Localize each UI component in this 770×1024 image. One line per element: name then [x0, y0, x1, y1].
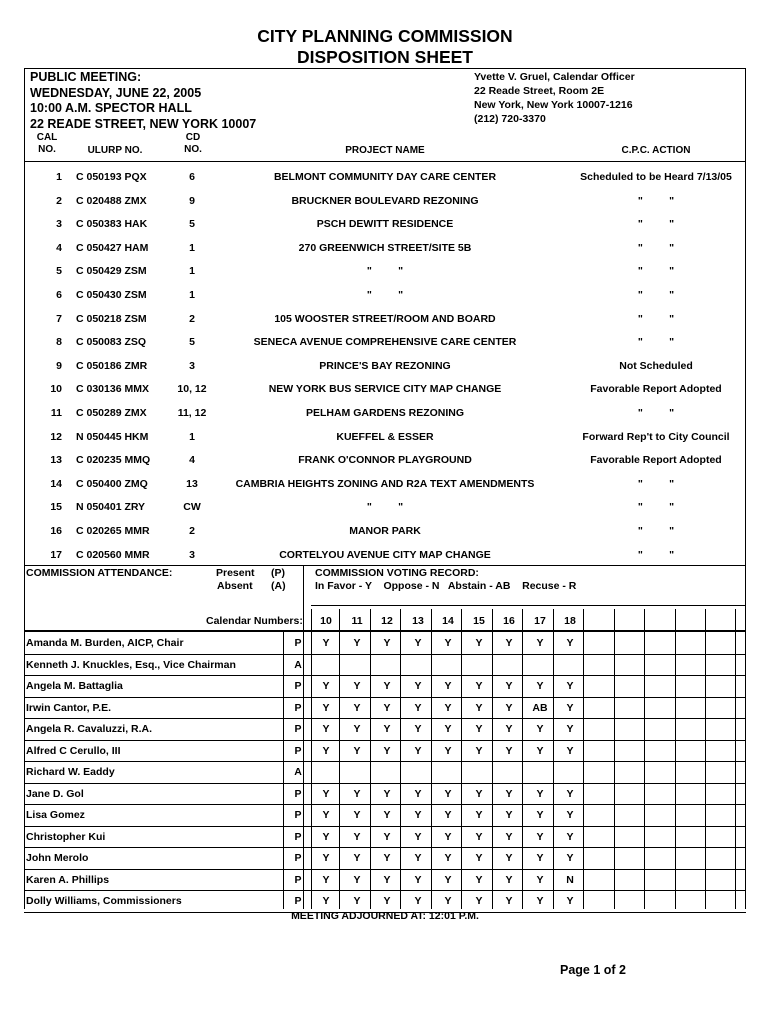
- member-vote: Y: [383, 637, 391, 649]
- member-attendance: P: [294, 723, 302, 735]
- item-cal-number: 13: [50, 454, 62, 467]
- calendar-numbers-label: Calendar Numbers:: [206, 615, 303, 627]
- item-row: [24, 166, 746, 190]
- member-name: Jane D. Gol: [26, 787, 84, 800]
- item-cpc-action: " ": [637, 312, 675, 325]
- item-cd-number: 1: [189, 265, 195, 278]
- calendar-number: 10: [320, 615, 332, 627]
- meeting-line-4: 22 READE STREET, NEW YORK 10007: [30, 116, 257, 131]
- member-vote: Y: [414, 809, 422, 821]
- voting-key: In Favor - Y Oppose - N Abstain - AB Recuse - R: [315, 580, 577, 592]
- member-vote: Y: [383, 873, 391, 886]
- member-vote: Y: [414, 680, 422, 692]
- member-vote: Y: [566, 852, 574, 864]
- member-row: [24, 870, 746, 892]
- item-cal-number: 1: [56, 171, 62, 183]
- item-cal-number: 8: [56, 336, 62, 349]
- item-project-name: " ": [366, 289, 404, 301]
- item-cal-number: 2: [56, 194, 62, 207]
- item-cd-number: 3: [189, 359, 195, 372]
- item-project-name: NEW YORK BUS SERVICE CITY MAP CHANGE: [268, 383, 502, 396]
- member-row: [24, 698, 746, 720]
- member-vote: Y: [566, 701, 574, 714]
- item-project-name: PRINCE'S BAY REZONING: [319, 359, 451, 372]
- meeting-line-3: 10:00 A.M. SPECTOR HALL: [30, 101, 192, 115]
- member-attendance: P: [294, 787, 302, 800]
- member-name: Alfred C Cerullo, III: [26, 744, 121, 757]
- member-attendance: P: [294, 637, 302, 649]
- col-project: PROJECT NAME: [345, 145, 425, 156]
- meeting-line-1: PUBLIC MEETING:: [30, 70, 142, 84]
- member-vote: Y: [505, 873, 513, 886]
- col-cd-line-2: NO.: [184, 144, 202, 155]
- meeting-adjourned: MEETING ADJOURNED AT: 12:01 P.M.: [291, 910, 479, 922]
- item-project-name: " ": [366, 265, 404, 278]
- item-cpc-action: " ": [637, 289, 675, 301]
- member-vote: Y: [505, 701, 513, 714]
- item-cd-number: 1: [189, 289, 195, 301]
- member-vote: Y: [536, 895, 544, 907]
- item-cal-number: 11: [50, 407, 62, 419]
- item-cal-number: 15: [50, 501, 62, 514]
- member-name: Irwin Cantor, P.E.: [26, 701, 111, 714]
- grid-row-line: [311, 605, 746, 606]
- member-vote: Y: [353, 680, 361, 692]
- item-ulurp-number: C 050186 ZMR: [76, 359, 148, 372]
- item-row: [24, 331, 746, 355]
- member-vote: Y: [444, 809, 452, 821]
- present-code: (P): [271, 567, 285, 579]
- item-row: [24, 426, 746, 450]
- item-cal-number: 3: [56, 218, 62, 231]
- member-vote: Y: [322, 809, 330, 821]
- item-cpc-action: " ": [637, 525, 675, 537]
- item-cd-number: 9: [189, 194, 195, 207]
- item-cal-number: 10: [50, 383, 62, 396]
- item-project-name: MANOR PARK: [349, 525, 421, 537]
- member-vote: Y: [505, 680, 513, 692]
- member-vote: Y: [536, 852, 544, 864]
- item-project-name: " ": [366, 501, 404, 514]
- item-project-name: PELHAM GARDENS REZONING: [305, 407, 465, 419]
- item-cd-number: 2: [189, 525, 195, 537]
- member-vote: Y: [383, 680, 391, 692]
- member-vote: Y: [353, 830, 361, 843]
- member-attendance: A: [294, 766, 302, 778]
- member-vote: Y: [383, 852, 391, 864]
- member-vote: Y: [505, 787, 513, 800]
- member-vote: Y: [475, 744, 483, 757]
- member-vote: Y: [322, 701, 330, 714]
- col-cal-line-2: NO.: [38, 144, 56, 155]
- member-vote: Y: [566, 744, 574, 757]
- member-vote: Y: [444, 830, 452, 843]
- officer-info: [474, 70, 635, 126]
- officer-line-4: (212) 720-3370: [474, 113, 546, 125]
- member-attendance: P: [294, 895, 302, 907]
- col-cd-line-1: CD: [185, 132, 201, 143]
- member-name: John Merolo: [26, 852, 89, 864]
- member-vote: Y: [475, 787, 483, 800]
- calendar-number: 12: [381, 615, 393, 627]
- item-ulurp-number: C 050218 ZSM: [76, 312, 147, 325]
- meeting-line-2: WEDNESDAY, JUNE 22, 2005: [30, 85, 202, 100]
- item-cal-number: 14: [50, 477, 62, 490]
- member-vote: Y: [322, 723, 330, 735]
- member-vote: Y: [353, 895, 361, 907]
- member-vote: Y: [322, 895, 330, 907]
- item-cal-number: 17: [50, 548, 62, 561]
- calendar-number: 18: [564, 615, 576, 627]
- member-vote: Y: [505, 830, 513, 843]
- member-name: Lisa Gomez: [26, 809, 85, 821]
- item-row: [24, 355, 746, 379]
- member-vote: Y: [444, 873, 452, 886]
- member-vote: Y: [383, 744, 391, 757]
- col-action: C.P.C. ACTION: [621, 145, 691, 156]
- member-vote: Y: [383, 830, 391, 843]
- grid-row-line: [24, 630, 746, 632]
- calendar-number: 16: [503, 615, 515, 627]
- member-vote: Y: [536, 744, 544, 757]
- item-cd-number: 1: [189, 241, 195, 254]
- item-cd-number: 3: [189, 548, 195, 561]
- member-vote: Y: [383, 723, 391, 735]
- member-row: [24, 827, 746, 849]
- member-name: Richard W. Eaddy: [26, 766, 115, 778]
- item-cpc-action: Not Scheduled: [619, 359, 693, 372]
- member-vote: Y: [475, 895, 483, 907]
- item-cd-number: 6: [189, 171, 195, 183]
- item-ulurp-number: C 020488 ZMX: [76, 194, 147, 207]
- member-vote: Y: [414, 830, 422, 843]
- member-name: Christopher Kui: [26, 830, 106, 843]
- member-vote: Y: [505, 895, 513, 907]
- calendar-number: 17: [534, 615, 546, 627]
- member-name: Karen A. Phillips: [26, 873, 110, 886]
- member-vote: Y: [444, 744, 452, 757]
- member-vote: Y: [505, 723, 513, 735]
- member-vote: Y: [414, 723, 422, 735]
- item-project-name: SENECA AVENUE COMPREHENSIVE CARE CENTER: [253, 336, 517, 349]
- item-cpc-action: " ": [637, 241, 675, 254]
- member-vote: Y: [444, 701, 452, 714]
- member-vote: Y: [414, 637, 422, 649]
- item-cpc-action: " ": [637, 477, 675, 490]
- member-vote: Y: [383, 809, 391, 821]
- member-vote: Y: [353, 852, 361, 864]
- member-name: Amanda M. Burden, AICP, Chair: [26, 637, 184, 649]
- item-cal-number: 16: [50, 525, 62, 537]
- member-vote: AB: [532, 701, 548, 714]
- item-cd-number: 2: [189, 312, 195, 325]
- calendar-number: 11: [351, 615, 363, 627]
- item-cpc-action: " ": [637, 194, 675, 207]
- item-row: [24, 496, 746, 520]
- calendar-number: 13: [412, 615, 424, 627]
- member-vote: Y: [322, 830, 330, 843]
- col-cal-line-1: CAL: [36, 132, 58, 143]
- item-ulurp-number: C 050429 ZSM: [76, 265, 147, 278]
- member-vote: Y: [322, 873, 330, 886]
- member-vote: Y: [353, 744, 361, 757]
- item-ulurp-number: C 050427 HAM: [76, 241, 149, 254]
- member-vote: Y: [414, 852, 422, 864]
- item-cpc-action: " ": [637, 501, 675, 514]
- member-vote: Y: [475, 830, 483, 843]
- member-attendance: P: [294, 744, 302, 757]
- member-row: [24, 848, 746, 870]
- item-cd-number: 10, 12: [177, 383, 207, 396]
- item-project-name: CORTELYOU AVENUE CITY MAP CHANGE: [279, 548, 491, 561]
- item-cpc-action: " ": [637, 265, 675, 278]
- header-rule: [24, 161, 746, 162]
- item-ulurp-number: N 050401 ZRY: [76, 501, 146, 514]
- member-vote: Y: [536, 787, 544, 800]
- member-vote: Y: [322, 637, 330, 649]
- member-vote: Y: [475, 680, 483, 692]
- attendance-label: COMMISSION ATTENDANCE:: [26, 567, 173, 579]
- member-row: [24, 741, 746, 763]
- item-row: [24, 544, 746, 568]
- member-attendance: P: [294, 873, 302, 886]
- item-project-name: KUEFFEL & ESSER: [336, 430, 434, 443]
- document-subtitle: DISPOSITION SHEET: [297, 47, 473, 67]
- member-name: Kenneth J. Knuckles, Esq., Vice Chairman: [26, 658, 236, 671]
- member-vote: Y: [566, 787, 574, 800]
- member-vote: Y: [444, 852, 452, 864]
- item-row: [24, 473, 746, 497]
- member-row: [24, 655, 746, 677]
- item-row: [24, 190, 746, 214]
- officer-line-3: New York, New York 10007-1216: [474, 99, 633, 111]
- item-ulurp-number: C 020265 MMR: [76, 525, 150, 537]
- item-cal-number: 5: [56, 265, 62, 278]
- item-project-name: 270 GREENWICH STREET/SITE 5B: [298, 241, 472, 254]
- item-ulurp-number: N 050445 HKM: [76, 430, 149, 443]
- attendance-rule: [24, 565, 746, 566]
- member-vote: Y: [414, 787, 422, 800]
- member-vote: Y: [414, 744, 422, 757]
- item-cpc-action: Forward Rep't to City Council: [582, 430, 730, 443]
- member-vote: Y: [353, 873, 361, 886]
- col-cd: [163, 132, 223, 156]
- member-vote: Y: [566, 637, 574, 649]
- item-cal-number: 7: [56, 312, 62, 325]
- item-project-name: FRANK O'CONNOR PLAYGROUND: [298, 454, 472, 467]
- item-ulurp-number: C 030136 MMX: [76, 383, 149, 396]
- present-label: Present: [216, 567, 255, 579]
- item-row: [24, 402, 746, 426]
- member-vote: Y: [566, 723, 574, 735]
- member-row: [24, 719, 746, 741]
- member-vote: Y: [414, 873, 422, 886]
- member-row: [24, 784, 746, 806]
- member-vote: Y: [383, 787, 391, 800]
- item-project-name: BRUCKNER BOULEVARD REZONING: [291, 194, 479, 207]
- page-number: Page 1 of 2: [560, 963, 626, 977]
- member-attendance: P: [294, 830, 302, 843]
- member-vote: Y: [536, 809, 544, 821]
- item-cal-number: 6: [56, 289, 62, 301]
- member-row: [24, 805, 746, 827]
- item-ulurp-number: C 050193 PQX: [76, 171, 147, 183]
- member-vote: Y: [322, 787, 330, 800]
- item-row: [24, 237, 746, 261]
- item-ulurp-number: C 020560 MMR: [76, 548, 150, 561]
- member-vote: Y: [536, 637, 544, 649]
- member-name: Angela M. Battaglia: [26, 680, 123, 692]
- member-vote: Y: [322, 744, 330, 757]
- item-row: [24, 284, 746, 308]
- member-attendance: A: [294, 658, 302, 671]
- item-row: [24, 308, 746, 332]
- item-cd-number: 13: [186, 477, 198, 490]
- item-cpc-action: Favorable Report Adopted: [590, 454, 722, 467]
- member-vote: Y: [566, 809, 574, 821]
- item-project-name: BELMONT COMMUNITY DAY CARE CENTER: [273, 171, 497, 183]
- item-cpc-action: Favorable Report Adopted: [590, 383, 722, 396]
- item-cal-number: 12: [50, 430, 62, 443]
- item-cpc-action: " ": [637, 407, 675, 419]
- member-vote: Y: [536, 873, 544, 886]
- item-row: [24, 520, 746, 544]
- member-name: Angela R. Cavaluzzi, R.A.: [26, 723, 153, 735]
- member-vote: Y: [566, 895, 574, 907]
- member-vote: Y: [353, 701, 361, 714]
- member-vote: Y: [536, 723, 544, 735]
- absent-label: Absent: [217, 580, 253, 592]
- member-vote: Y: [353, 723, 361, 735]
- member-vote: Y: [353, 787, 361, 800]
- member-vote: Y: [383, 895, 391, 907]
- item-cpc-action: " ": [637, 336, 675, 349]
- member-vote: Y: [414, 895, 422, 907]
- member-attendance: P: [294, 680, 302, 692]
- item-ulurp-number: C 050383 HAK: [76, 218, 148, 231]
- member-vote: Y: [475, 809, 483, 821]
- member-vote: Y: [444, 637, 452, 649]
- item-cd-number: 5: [189, 336, 195, 349]
- member-vote: Y: [566, 830, 574, 843]
- member-vote: N: [566, 873, 574, 886]
- item-cpc-action: " ": [637, 218, 675, 231]
- member-vote: Y: [475, 873, 483, 886]
- document-title: CITY PLANNING COMMISSION: [257, 26, 513, 46]
- absent-code: (A): [271, 580, 286, 592]
- frame-top: [24, 68, 746, 69]
- item-cd-number: 5: [189, 218, 195, 231]
- member-vote: Y: [444, 787, 452, 800]
- member-attendance: P: [294, 809, 302, 821]
- member-vote: Y: [322, 680, 330, 692]
- member-vote: Y: [505, 744, 513, 757]
- member-vote: Y: [505, 852, 513, 864]
- member-vote: Y: [444, 680, 452, 692]
- item-cpc-action: " ": [637, 548, 675, 561]
- member-name: Dolly Williams, Commissioners: [26, 895, 182, 907]
- member-row: [24, 676, 746, 698]
- member-vote: Y: [414, 701, 422, 714]
- item-cal-number: 9: [56, 359, 62, 372]
- item-cd-number: 11, 12: [177, 407, 207, 419]
- item-ulurp-number: C 050289 ZMX: [76, 407, 147, 419]
- item-row: [24, 449, 746, 473]
- officer-line-1: Yvette V. Gruel, Calendar Officer: [474, 71, 635, 83]
- member-vote: Y: [383, 701, 391, 714]
- member-row: [24, 762, 746, 784]
- member-row: [24, 633, 746, 655]
- member-vote: Y: [444, 723, 452, 735]
- item-ulurp-number: C 050083 ZSQ: [76, 336, 147, 349]
- member-vote: Y: [505, 809, 513, 821]
- meeting-info: [30, 70, 256, 132]
- member-vote: Y: [566, 680, 574, 692]
- item-cd-number: 1: [189, 430, 195, 443]
- item-project-name: PSCH DEWITT RESIDENCE: [316, 218, 454, 231]
- item-project-name: CAMBRIA HEIGHTS ZONING AND R2A TEXT AMENDMENTS: [235, 477, 535, 490]
- calendar-number: 14: [442, 615, 454, 627]
- item-project-name: 105 WOOSTER STREET/ROOM AND BOARD: [274, 312, 496, 325]
- item-ulurp-number: C 050400 ZMQ: [76, 477, 148, 490]
- member-vote: Y: [322, 852, 330, 864]
- officer-line-2: 22 Reade Street, Room 2E: [474, 85, 605, 97]
- item-ulurp-number: C 050430 ZSM: [76, 289, 147, 301]
- member-vote: Y: [505, 637, 513, 649]
- item-cd-number: CW: [183, 501, 201, 514]
- col-ulurp: ULURP NO.: [87, 145, 143, 156]
- member-attendance: P: [294, 852, 302, 864]
- item-cal-number: 4: [56, 241, 62, 254]
- member-attendance: P: [294, 701, 302, 714]
- calendar-number: 15: [473, 615, 485, 627]
- member-vote: Y: [536, 830, 544, 843]
- item-cd-number: 4: [189, 454, 195, 467]
- member-vote: Y: [353, 809, 361, 821]
- item-row: [24, 378, 746, 402]
- member-vote: Y: [475, 723, 483, 735]
- item-row: [24, 260, 746, 284]
- member-vote: Y: [444, 895, 452, 907]
- member-vote: Y: [475, 701, 483, 714]
- member-vote: Y: [353, 637, 361, 649]
- member-vote: Y: [475, 637, 483, 649]
- voting-record-label: COMMISSION VOTING RECORD:: [315, 567, 479, 579]
- member-vote: Y: [536, 680, 544, 692]
- item-ulurp-number: C 020235 MMQ: [76, 454, 151, 467]
- col-cal: [28, 132, 66, 156]
- member-vote: Y: [475, 852, 483, 864]
- item-cpc-action: Scheduled to be Heard 7/13/05: [580, 171, 732, 183]
- item-row: [24, 213, 746, 237]
